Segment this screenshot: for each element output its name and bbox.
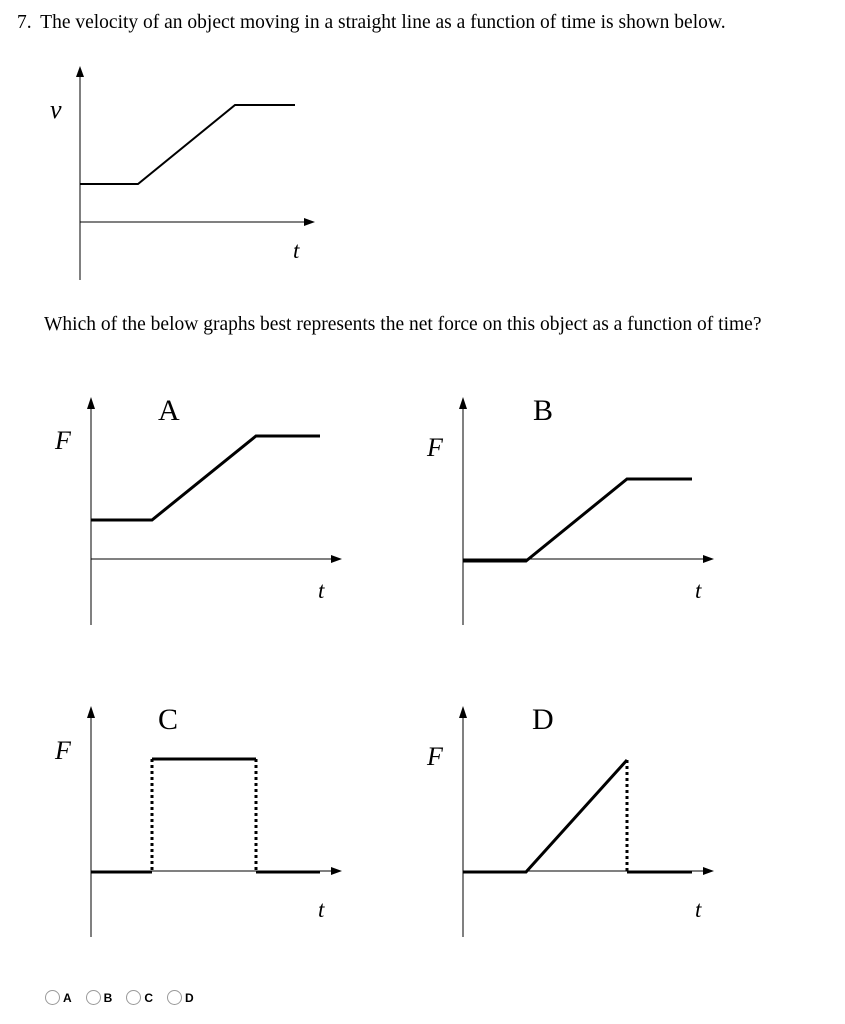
graph-a-letter: A <box>158 394 180 427</box>
graph-b-x-arrow <box>703 555 714 563</box>
option-c-radio[interactable] <box>126 990 141 1005</box>
option-d-label: D <box>185 990 194 1005</box>
question-number: 7. <box>17 12 32 33</box>
graph-b-x-label: t <box>695 578 702 603</box>
graph-d-x-arrow <box>703 867 714 875</box>
option-d[interactable] <box>167 990 194 1005</box>
option-a-radio[interactable] <box>45 990 60 1005</box>
velocity-x-arrow <box>304 218 315 226</box>
graph-a-curve <box>91 436 320 520</box>
graph-d-x-label: t <box>695 897 702 922</box>
graph-c-y-arrow <box>87 706 95 718</box>
graph-b-y-arrow <box>459 397 467 409</box>
option-a-label: A <box>63 990 72 1005</box>
graph-d-y-label: F <box>427 742 443 771</box>
option-b[interactable] <box>86 990 113 1005</box>
velocity-y-arrow <box>76 66 84 77</box>
graph-d-curve-ramp <box>463 760 627 872</box>
option-c-label: C <box>144 990 154 1005</box>
graph-c-x-label: t <box>318 897 325 922</box>
option-c[interactable] <box>126 990 153 1005</box>
option-b-label: B <box>103 990 113 1005</box>
graph-a-y-arrow <box>87 397 95 409</box>
question-prompt: Which of the below graphs best represents the net force on this object as a function of time? <box>44 314 762 335</box>
graph-b-letter: B <box>533 394 554 427</box>
graph-b-y-label: F <box>427 433 443 462</box>
question-text: The velocity of an object moving in a straight line as a function of time is shown below. <box>40 12 726 33</box>
answer-options <box>45 990 194 1005</box>
graph-a-x-arrow <box>331 555 342 563</box>
velocity-graph <box>50 66 315 280</box>
option-a[interactable] <box>45 990 72 1005</box>
force-graph-d <box>426 703 714 937</box>
velocity-y-label: v <box>50 95 62 124</box>
graph-c-x-arrow <box>331 867 342 875</box>
force-graph-a <box>54 394 342 625</box>
graph-c-letter: C <box>158 703 179 736</box>
graph-d-y-arrow <box>459 706 467 718</box>
velocity-x-label: t <box>293 238 300 263</box>
force-graph-b <box>426 394 714 625</box>
graph-b-curve <box>463 479 692 561</box>
graph-d-letter: D <box>532 703 554 736</box>
force-graph-c <box>54 703 342 937</box>
option-d-radio[interactable] <box>167 990 182 1005</box>
graph-c-y-label: F <box>55 736 71 765</box>
option-b-radio[interactable] <box>86 990 101 1005</box>
graph-a-x-label: t <box>318 578 325 603</box>
graph-a-y-label: F <box>55 426 71 455</box>
velocity-curve <box>80 105 295 184</box>
